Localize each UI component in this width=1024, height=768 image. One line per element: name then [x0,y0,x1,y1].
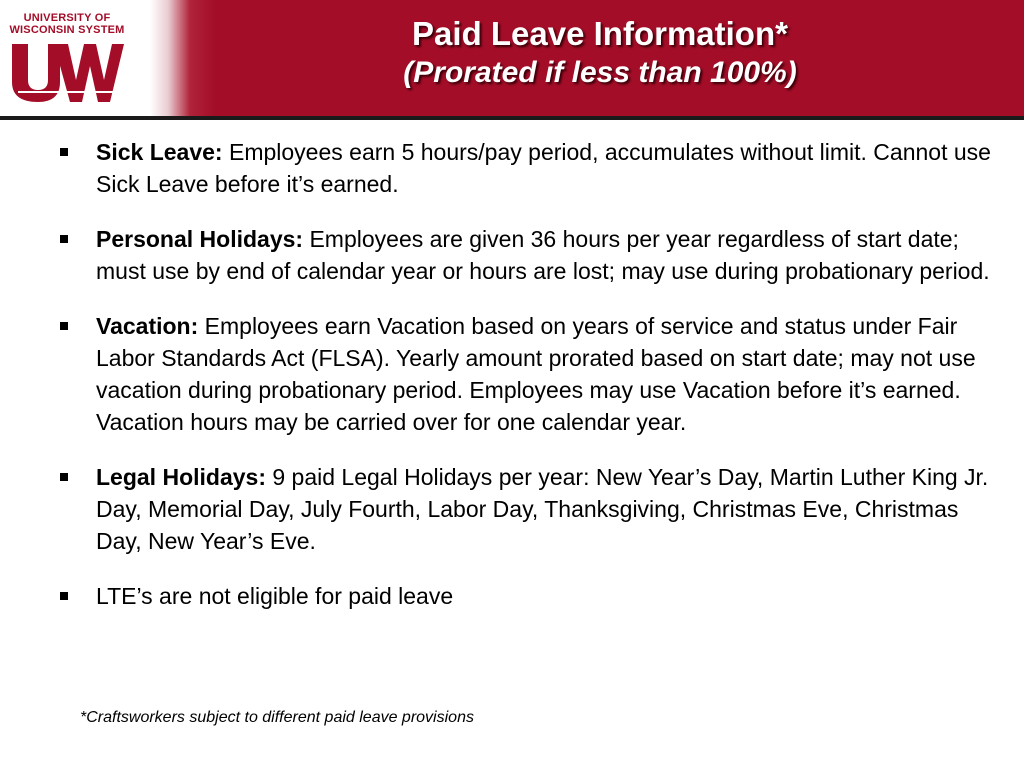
list-item-legal-holidays [56,461,1004,557]
item-text: Employees earn Vacation based on years of service and status under Fair Labor Standards Act (FLSA). Yearly amount prorated based on start date; may not use vacation during probationary period. Employees may use Vacation before it’s earned. Vacation hours may be carried over for one calendar year. [96,313,976,435]
logo-line-1: UNIVERSITY OF [23,12,111,24]
item-text: 9 paid Legal Holidays per year: New Year’s Day, Martin Luther King Jr. Day, Memorial Day, July Fourth, Labor Day, Thanksgiving, Christmas Eve, Christmas Day, New Year’s Eve. [96,464,989,554]
footnote: *Craftsworkers subject to different paid leave provisions [80,709,474,726]
item-label: Sick Leave: [96,139,223,165]
square-bullet-icon [60,235,68,243]
list-item-vacation [56,310,1004,438]
list-item-personal-holidays [56,223,1004,287]
item-label: Vacation: [96,313,199,339]
list-item-sick-leave [56,136,1004,200]
bullet-list [56,136,1004,635]
item-text: LTE’s are not eligible for paid leave [96,583,454,609]
item-label: Personal Holidays: [96,226,304,252]
square-bullet-icon [60,592,68,600]
page-title: Paid Leave Information* [412,15,788,52]
header-divider [0,116,1024,120]
uw-system-logo [8,12,126,106]
item-text: Employees earn 5 hours/pay period, accumulates without limit. Cannot use Sick Leave before it’s earned. [96,139,991,197]
header-banner [0,0,1024,116]
square-bullet-icon [60,322,68,330]
item-text: Employees are given 36 hours per year regardless of start date; must use by end of calendar year or hours are lost; may use during probationary period. [96,226,990,284]
item-label: Legal Holidays: [96,464,266,490]
uw-logo-mark-icon [8,40,126,104]
title-block [210,14,990,92]
logo-text [8,12,126,36]
page-subtitle: (Prorated if less than 100%) [403,56,797,89]
logo-line-2: WISCONSIN SYSTEM [9,24,125,36]
list-item-lte [56,580,1004,612]
square-bullet-icon [60,148,68,156]
square-bullet-icon [60,473,68,481]
